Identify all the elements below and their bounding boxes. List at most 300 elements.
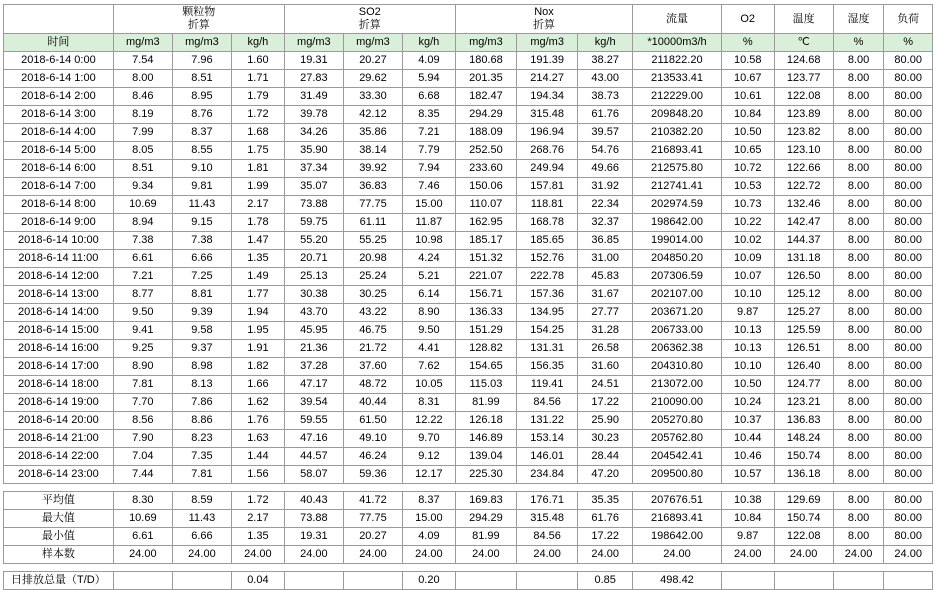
cell-value: 8.51 [113,160,172,178]
cell-value: 43.70 [284,304,343,322]
stats-value: 24.00 [774,546,833,564]
cell-value: 10.98 [403,232,456,250]
cell-value: 8.86 [172,412,231,430]
cell-value: 35.90 [284,142,343,160]
cell-value: 7.70 [113,394,172,412]
table-row [4,160,933,178]
stats-value: 294.29 [455,510,516,528]
cell-value: 1.91 [232,340,285,358]
stats-value: 8.37 [403,492,456,510]
cell-value: 9.12 [403,448,456,466]
cell-value: 32.37 [578,214,633,232]
cell-value: 234.84 [517,466,578,484]
cell-value: 8.05 [113,142,172,160]
cell-value: 198642.00 [633,214,722,232]
column-header-temperature-unit: ℃ [774,34,833,52]
cell-value: 80.00 [884,466,933,484]
header-group-row [4,5,933,34]
cell-value: 252.50 [455,142,516,160]
cell-value: 212229.00 [633,88,722,106]
cell-value: 8.00 [833,412,884,430]
cell-value: 33.30 [343,88,402,106]
stats-value: 207676.51 [633,492,722,510]
cell-value: 20.27 [343,52,402,70]
cell-value: 9.50 [113,304,172,322]
cell-value: 128.82 [455,340,516,358]
table-row [4,142,933,160]
stats-value: 8.30 [113,492,172,510]
cell-value: 123.77 [774,70,833,88]
stats-value: 8.00 [833,492,884,510]
cell-value: 47.17 [284,376,343,394]
cell-value: 30.38 [284,286,343,304]
cell-value: 209848.20 [633,106,722,124]
cell-value: 1.99 [232,178,285,196]
cell-value: 185.65 [517,232,578,250]
cell-value: 8.00 [833,394,884,412]
cell-value: 142.47 [774,214,833,232]
cell-time: 2018-6-14 12:00 [4,268,114,286]
stats-row [4,546,933,564]
cell-value: 125.27 [774,304,833,322]
cell-value: 10.05 [403,376,456,394]
cell-value: 54.76 [578,142,633,160]
stats-value: 10.38 [721,492,774,510]
cell-value: 125.59 [774,322,833,340]
cell-value: 21.72 [343,340,402,358]
footer-gap-3 [284,572,343,590]
cell-value: 47.16 [284,430,343,448]
stats-label: 最小值 [4,528,114,546]
cell-value: 4.09 [403,52,456,70]
group-header-load: 负荷 [884,5,933,34]
cell-value: 202107.00 [633,286,722,304]
cell-value: 131.31 [517,340,578,358]
cell-value: 10.67 [721,70,774,88]
group-header-o2: O2 [721,5,774,34]
cell-value: 7.81 [113,376,172,394]
stats-value: 15.00 [403,510,456,528]
cell-time: 2018-6-14 5:00 [4,142,114,160]
stats-value: 129.69 [774,492,833,510]
cell-value: 8.76 [172,106,231,124]
cell-time: 2018-6-14 9:00 [4,214,114,232]
cell-value: 146.01 [517,448,578,466]
cell-value: 8.00 [833,232,884,250]
cell-value: 34.26 [284,124,343,142]
cell-value: 7.25 [172,268,231,286]
stats-row [4,492,933,510]
cell-value: 8.00 [833,124,884,142]
cell-value: 150.06 [455,178,516,196]
cell-value: 9.34 [113,178,172,196]
cell-time: 2018-6-14 14:00 [4,304,114,322]
cell-value: 7.21 [113,268,172,286]
cell-value: 8.00 [113,70,172,88]
stats-value: 122.08 [774,528,833,546]
cell-value: 8.00 [833,178,884,196]
stats-value: 84.56 [517,528,578,546]
cell-value: 8.98 [172,358,231,376]
cell-value: 1.95 [232,322,285,340]
cell-value: 8.90 [113,358,172,376]
stats-value: 24.00 [517,546,578,564]
cell-value: 115.03 [455,376,516,394]
cell-time: 2018-6-14 17:00 [4,358,114,376]
stats-value: 80.00 [884,492,933,510]
cell-value: 12.22 [403,412,456,430]
cell-time: 2018-6-14 10:00 [4,232,114,250]
cell-value: 7.62 [403,358,456,376]
cell-value: 80.00 [884,304,933,322]
cell-value: 4.24 [403,250,456,268]
cell-value: 1.35 [232,250,285,268]
cell-value: 12.17 [403,466,456,484]
cell-value: 212575.80 [633,160,722,178]
daily-total-flow: 498.42 [633,572,722,590]
cell-value: 61.50 [343,412,402,430]
table-body [4,52,933,484]
cell-value: 37.28 [284,358,343,376]
cell-time: 2018-6-14 6:00 [4,160,114,178]
cell-value: 31.60 [578,358,633,376]
footer-gap-7 [721,572,774,590]
cell-value: 268.76 [517,142,578,160]
footer-gap-4 [343,572,402,590]
cell-value: 10.65 [721,142,774,160]
stats-value: 198642.00 [633,528,722,546]
cell-value: 10.22 [721,214,774,232]
cell-value: 80.00 [884,160,933,178]
cell-time: 2018-6-14 19:00 [4,394,114,412]
cell-value: 125.12 [774,286,833,304]
stats-value: 169.83 [455,492,516,510]
cell-value: 7.38 [172,232,231,250]
cell-value: 48.72 [343,376,402,394]
footer-gap-1 [113,572,172,590]
group-header-humidity: 湿度 [833,5,884,34]
cell-value: 55.25 [343,232,402,250]
table-row [4,178,933,196]
table-row [4,214,933,232]
stats-value: 6.66 [172,528,231,546]
cell-value: 146.89 [455,430,516,448]
cell-value: 222.78 [517,268,578,286]
cell-value: 221.07 [455,268,516,286]
table-row [4,304,933,322]
cell-time: 2018-6-14 7:00 [4,178,114,196]
cell-value: 8.94 [113,214,172,232]
cell-value: 31.49 [284,88,343,106]
cell-value: 80.00 [884,358,933,376]
cell-time: 2018-6-14 15:00 [4,322,114,340]
cell-value: 30.25 [343,286,402,304]
cell-value: 35.86 [343,124,402,142]
column-header-pm-kgh: kg/h [232,34,285,52]
cell-value: 156.35 [517,358,578,376]
cell-value: 10.46 [721,448,774,466]
cell-value: 110.07 [455,196,516,214]
cell-value: 8.00 [833,322,884,340]
cell-value: 8.90 [403,304,456,322]
cell-value: 126.51 [774,340,833,358]
cell-value: 9.70 [403,430,456,448]
cell-value: 10.61 [721,88,774,106]
cell-value: 205270.80 [633,412,722,430]
cell-value: 118.81 [517,196,578,214]
cell-value: 77.75 [343,196,402,214]
cell-value: 80.00 [884,394,933,412]
cell-value: 156.71 [455,286,516,304]
cell-value: 194.34 [517,88,578,106]
cell-value: 8.81 [172,286,231,304]
cell-value: 80.00 [884,376,933,394]
group-header-temperature: 温度 [774,5,833,34]
cell-value: 6.66 [172,250,231,268]
stats-value: 19.31 [284,528,343,546]
cell-time: 2018-6-14 1:00 [4,70,114,88]
cell-value: 10.73 [721,196,774,214]
cell-value: 80.00 [884,214,933,232]
header-empty-corner [4,5,114,34]
cell-value: 59.55 [284,412,343,430]
cell-value: 31.67 [578,286,633,304]
footer-gap-2 [172,572,231,590]
cell-value: 1.71 [232,70,285,88]
cell-value: 7.90 [113,430,172,448]
stats-label: 平均值 [4,492,114,510]
cell-value: 9.25 [113,340,172,358]
cell-value: 8.31 [403,394,456,412]
stats-value: 8.00 [833,510,884,528]
group-name-nox: Nox [534,6,554,18]
emission-report-table [3,4,933,590]
cell-value: 151.32 [455,250,516,268]
cell-value: 37.60 [343,358,402,376]
cell-value: 123.82 [774,124,833,142]
cell-value: 10.50 [721,376,774,394]
cell-value: 151.29 [455,322,516,340]
cell-value: 7.96 [172,52,231,70]
cell-value: 7.94 [403,160,456,178]
cell-value: 10.07 [721,268,774,286]
table-row [4,124,933,142]
cell-value: 1.79 [232,88,285,106]
cell-value: 7.46 [403,178,456,196]
cell-value: 124.68 [774,52,833,70]
cell-value: 154.65 [455,358,516,376]
cell-value: 46.75 [343,322,402,340]
cell-value: 202974.59 [633,196,722,214]
cell-value: 22.34 [578,196,633,214]
stats-label: 最大值 [4,510,114,528]
cell-time: 2018-6-14 16:00 [4,340,114,358]
stats-value: 24.00 [578,546,633,564]
cell-value: 7.79 [403,142,456,160]
table-row [4,250,933,268]
cell-value: 206362.38 [633,340,722,358]
cell-value: 150.74 [774,448,833,466]
cell-value: 182.47 [455,88,516,106]
stats-value: 24.00 [455,546,516,564]
cell-value: 206733.00 [633,322,722,340]
table-row [4,88,933,106]
cell-value: 225.30 [455,466,516,484]
cell-value: 8.00 [833,196,884,214]
cell-value: 5.94 [403,70,456,88]
cell-value: 233.60 [455,160,516,178]
group-header-so2 [284,5,455,34]
column-header-nox-kgh: kg/h [578,34,633,52]
cell-value: 8.23 [172,430,231,448]
cell-value: 1.66 [232,376,285,394]
stats-value: 41.72 [343,492,402,510]
cell-value: 8.13 [172,376,231,394]
table-row [4,70,933,88]
table-row [4,232,933,250]
cell-value: 80.00 [884,286,933,304]
cell-value: 10.02 [721,232,774,250]
stats-value: 77.75 [343,510,402,528]
stats-value: 4.09 [403,528,456,546]
cell-value: 1.62 [232,394,285,412]
cell-value: 134.95 [517,304,578,322]
stats-value: 2.17 [232,510,285,528]
column-header-humidity-unit: % [833,34,884,52]
cell-value: 80.00 [884,178,933,196]
column-header-nox-mgm3-adj: mg/m3 [517,34,578,52]
stats-value: 24.00 [284,546,343,564]
cell-value: 28.44 [578,448,633,466]
cell-value: 26.58 [578,340,633,358]
cell-value: 204310.80 [633,358,722,376]
cell-value: 10.13 [721,322,774,340]
cell-value: 136.33 [455,304,516,322]
cell-value: 132.46 [774,196,833,214]
stats-value: 24.00 [343,546,402,564]
cell-value: 80.00 [884,124,933,142]
cell-time: 2018-6-14 13:00 [4,286,114,304]
cell-value: 136.83 [774,412,833,430]
cell-value: 196.94 [517,124,578,142]
cell-value: 38.14 [343,142,402,160]
daily-total-pm: 0.04 [232,572,285,590]
cell-value: 1.68 [232,124,285,142]
cell-value: 203671.20 [633,304,722,322]
stats-row [4,510,933,528]
cell-value: 144.37 [774,232,833,250]
group-name-pm: 颗粒物 [182,6,216,18]
stats-value: 6.61 [113,528,172,546]
cell-value: 8.35 [403,106,456,124]
cell-value: 7.81 [172,466,231,484]
cell-value: 9.50 [403,322,456,340]
column-header-load-unit: % [884,34,933,52]
cell-value: 9.87 [721,304,774,322]
cell-value: 126.18 [455,412,516,430]
cell-value: 204542.41 [633,448,722,466]
cell-value: 10.37 [721,412,774,430]
group-sub-pm: 折算 [187,19,210,31]
column-header-so2-mgm3-adj: mg/m3 [343,34,402,52]
cell-value: 1.63 [232,430,285,448]
cell-value: 9.58 [172,322,231,340]
cell-value: 20.98 [343,250,402,268]
cell-value: 8.00 [833,106,884,124]
cell-value: 47.20 [578,466,633,484]
cell-value: 8.51 [172,70,231,88]
cell-value: 6.14 [403,286,456,304]
stats-value: 81.99 [455,528,516,546]
cell-value: 7.21 [403,124,456,142]
daily-total-so2: 0.20 [403,572,456,590]
cell-value: 154.25 [517,322,578,340]
cell-value: 80.00 [884,250,933,268]
cell-value: 80.00 [884,268,933,286]
cell-value: 209500.80 [633,466,722,484]
cell-value: 38.73 [578,88,633,106]
cell-value: 55.20 [284,232,343,250]
cell-value: 9.15 [172,214,231,232]
cell-value: 249.94 [517,160,578,178]
cell-value: 8.00 [833,304,884,322]
cell-value: 42.12 [343,106,402,124]
cell-value: 80.00 [884,232,933,250]
cell-value: 180.68 [455,52,516,70]
cell-value: 39.78 [284,106,343,124]
cell-value: 10.53 [721,178,774,196]
table-row [4,430,933,448]
cell-value: 7.86 [172,394,231,412]
cell-time: 2018-6-14 4:00 [4,124,114,142]
cell-time: 2018-6-14 23:00 [4,466,114,484]
cell-value: 8.19 [113,106,172,124]
cell-value: 80.00 [884,52,933,70]
cell-value: 5.21 [403,268,456,286]
cell-value: 44.57 [284,448,343,466]
stats-value: 24.00 [403,546,456,564]
cell-value: 213533.41 [633,70,722,88]
cell-value: 45.95 [284,322,343,340]
cell-value: 201.35 [455,70,516,88]
column-header-nox-mgm3: mg/m3 [455,34,516,52]
cell-value: 315.48 [517,106,578,124]
cell-value: 10.13 [721,340,774,358]
stats-value: 24.00 [113,546,172,564]
cell-value: 119.41 [517,376,578,394]
cell-value: 1.75 [232,142,285,160]
cell-value: 10.72 [721,160,774,178]
table-row [4,358,933,376]
cell-value: 8.00 [833,358,884,376]
stats-value: 315.48 [517,510,578,528]
cell-value: 27.83 [284,70,343,88]
cell-value: 1.81 [232,160,285,178]
cell-value: 38.27 [578,52,633,70]
cell-value: 199014.00 [633,232,722,250]
cell-value: 73.88 [284,196,343,214]
daily-total-row [4,572,933,590]
cell-value: 31.28 [578,322,633,340]
cell-value: 191.39 [517,52,578,70]
column-header-o2-unit: % [721,34,774,52]
cell-value: 80.00 [884,430,933,448]
table-row [4,412,933,430]
cell-value: 123.21 [774,394,833,412]
cell-value: 8.00 [833,466,884,484]
stats-value: 80.00 [884,528,933,546]
cell-value: 126.50 [774,268,833,286]
